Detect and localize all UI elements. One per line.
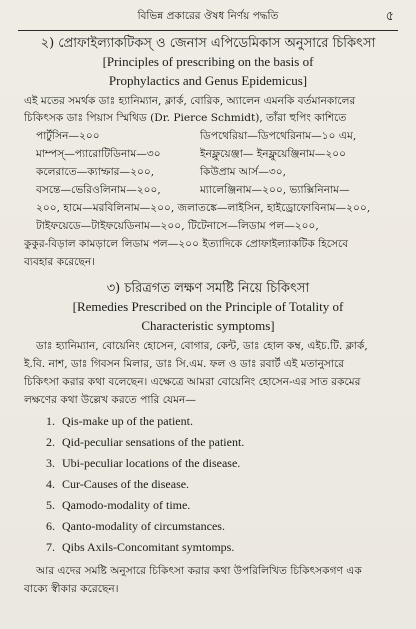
symptom-number: 7.	[46, 540, 55, 554]
running-title: বিভিন্ন প্রকারের ঔষধ নির্ণয় পদ্ধতি	[137, 10, 279, 22]
symptom-text: Qid-peculiar sensations of the patient.	[62, 435, 245, 449]
symptom-list-item	[46, 477, 189, 492]
symptom-list-item	[46, 498, 190, 513]
remedy-entry: বসন্তে—ভেরিওলিনাম—২০০,	[36, 184, 161, 196]
section-2-continuation-line4: ব্যবহার করেছেন।	[24, 256, 95, 268]
section-2-continuation-line3: কুকুর-বিড়াল কামড়ালে লিডাম পল—২০০ ইত্যাদিকে প্রোফাইল্যাকটিক হিসেবে	[24, 238, 349, 250]
remedy-entry: কিউপ্রাম আর্স—৩০,	[200, 166, 287, 178]
symptom-list-item	[46, 435, 244, 450]
section-3-body-line1: ডাঃ হ্যানিম্যান, বোয়েনিং হোসেন, বোগার, কেন্ট, ডাঃ হোল কম্ব, এইচ.টি. ক্লার্ক,	[36, 340, 368, 352]
symptom-text: Ubi-peculiar locations of the disease.	[62, 456, 241, 470]
symptom-number: 3.	[46, 456, 55, 470]
symptom-text: Qis-make up of the patient.	[62, 414, 193, 428]
section-2-english-title-line1: [Principles of prescribing on the basis of	[102, 54, 314, 69]
remedy-entry: ইনফ্লুয়েঞ্জা— ইনফ্লুয়েঞ্জিনাম—২০০	[200, 148, 347, 160]
section-2-continuation-line1: ২০০, হামে—মরবিলিনাম—২০০, জলাতঙ্কে—লাইসিন, হাইড্রোফোবিনাম—২০০,	[36, 202, 371, 214]
section-2-english-title-line2: Prophylactics and Genus Epidemicus]	[108, 73, 308, 88]
section-2-continuation-line2: টাইফয়েডে—টাইফয়েডিনাম—২০০, টিটেনাসে—লিডাম পল—২০০,	[36, 220, 319, 232]
symptom-list-item	[46, 456, 240, 471]
symptom-text: Qanto-modality of circumstances.	[62, 519, 225, 533]
remedy-entry: মাম্পস্—প্যারোটিডিনাম—৩০	[36, 148, 161, 160]
running-header	[0, 6, 416, 28]
section-3-heading: ৩) চরিত্রগত লক্ষণ সমষ্টি নিয়ে চিকিৎসা	[106, 281, 310, 296]
header-rule	[18, 30, 398, 31]
section-3-closing-line2: বাক্যে স্বীকার করেছেন।	[24, 583, 119, 595]
section-3-english-title-line2: Characteristic symptoms]	[141, 318, 275, 333]
remedy-entry: কলেরাতে—ক্যাম্ফার—২০০,	[36, 166, 155, 178]
symptom-number: 2.	[46, 435, 55, 449]
section-2-intro-line2: চিকিৎসক ডাঃ পিয়াস স্মিথিড (Dr. Pierce Schmidt), তাঁরা হুপিং কাশিতে	[24, 112, 347, 124]
section-3-body-line4: লক্ষণের কথা উল্লেখ করতে পারি যেমন—	[24, 394, 196, 406]
symptom-number: 1.	[46, 414, 55, 428]
remedy-entry: ডিপথেরিয়া—ডিপথেরিনাম—১০ এম,	[200, 130, 357, 142]
section-3-closing-line1: আর এদের সমষ্টি অনুসারে চিকিৎসা করার কথা উপরিলিখিত চিকিৎসকগণ এক	[36, 565, 362, 577]
section-3-english-title-line1: [Remedies Prescribed on the Principle of Totality of	[72, 299, 344, 314]
remedy-entry: ম্যালেঞ্জিনাম—২০০, ভ্যাক্সিনিনাম—	[200, 184, 350, 196]
remedy-entry: পার্টুসিন—২০০	[36, 130, 100, 142]
symptom-text: Qibs Axils-Concomitant symtomps.	[62, 540, 235, 554]
symptom-number: 4.	[46, 477, 55, 491]
section-2-intro-line1: এই মতের সমর্থক ডাঃ হ্যানিম্যান, ক্লার্ক, বোরিক, অ্যালেন এমনকি বর্তমানকালের	[24, 95, 356, 107]
symptom-text: Qamodo-modality of time.	[62, 498, 191, 512]
section-3-body-line3: চিকিৎসা করার কথা বলেছেন। এক্ষেত্রে আমরা বোয়েনিং হোসেন-এর সাত রকমের	[24, 376, 361, 388]
symptom-number: 5.	[46, 498, 55, 512]
section-2-heading: ২) প্রোফাইল্যাকটিকস্ ও জেনাস এপিডেমিকাস অনুসারে চিকিৎসা	[40, 36, 376, 51]
symptom-list-item	[46, 519, 225, 534]
symptom-text: Cur-Causes of the disease.	[62, 477, 190, 491]
symptom-number: 6.	[46, 519, 55, 533]
symptom-list-item	[46, 414, 193, 429]
section-3-body-line2: ই.বি. নাশ, ডাঃ গিবসন মিলার, ডাঃ সি.এম. ফল ও ডাঃ রবার্ট এই মতানুসারে	[24, 358, 345, 370]
page-number: ৫	[385, 9, 394, 24]
symptom-list-item	[46, 540, 234, 555]
